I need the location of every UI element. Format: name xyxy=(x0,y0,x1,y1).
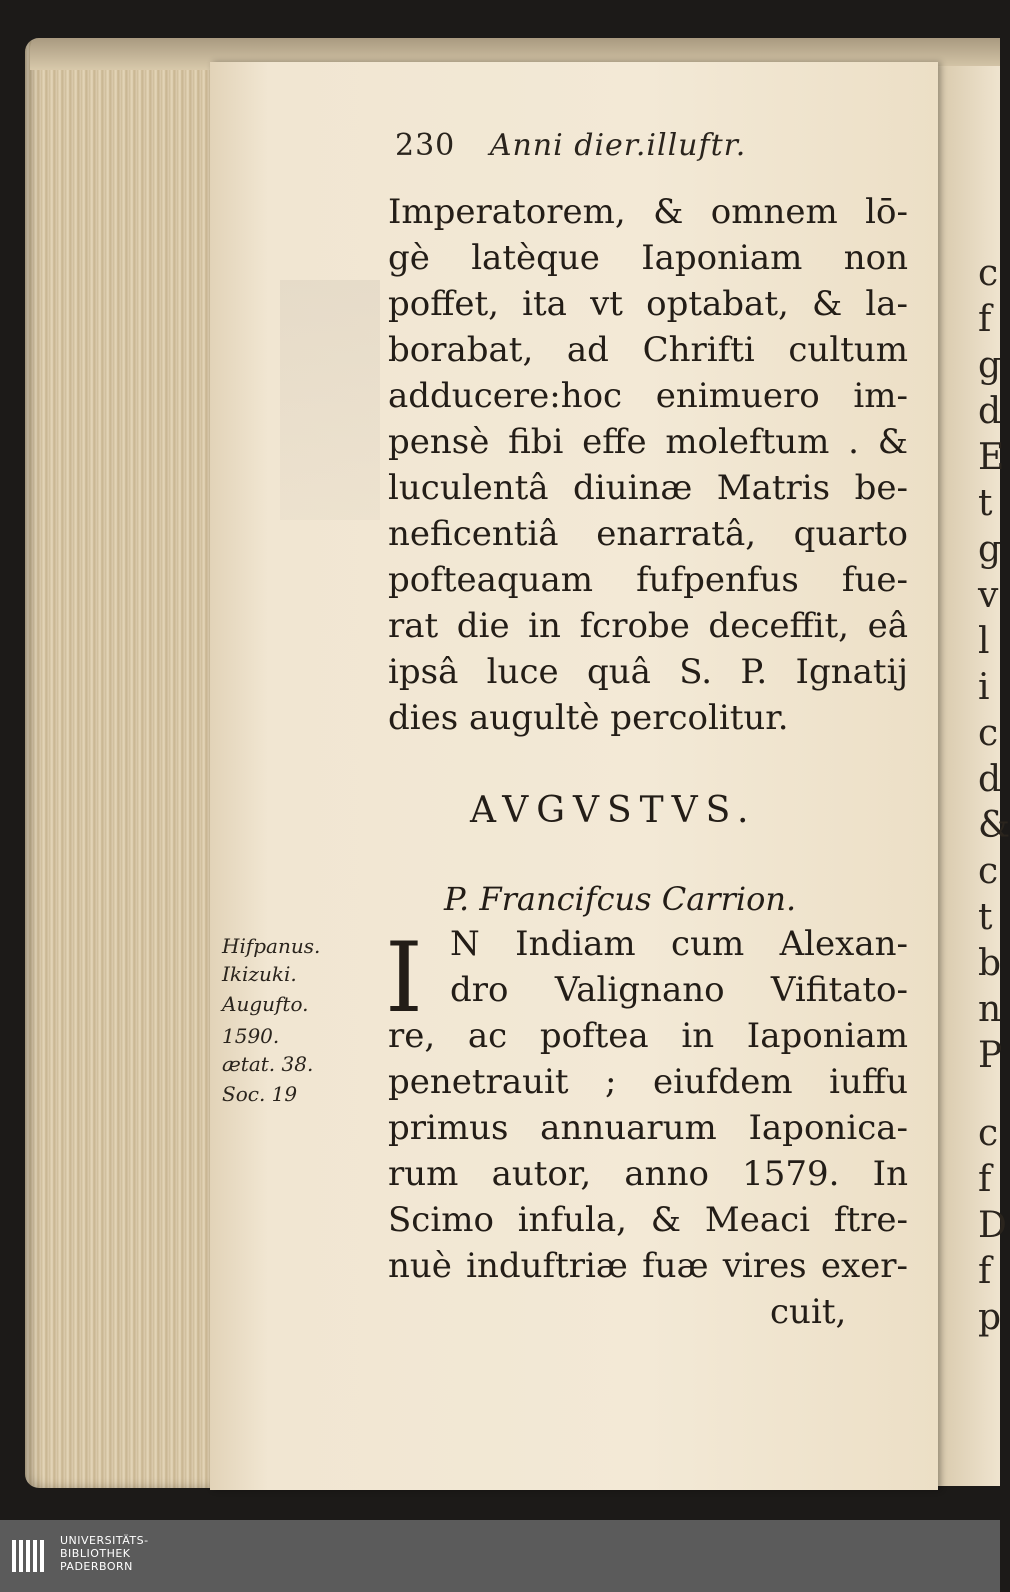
facing-glyph: g xyxy=(978,345,1002,386)
facing-glyph: c xyxy=(978,851,999,892)
text-line: dies augultè percolitur. xyxy=(388,698,789,738)
margin-note: Soc. 19 xyxy=(222,1082,298,1106)
facing-glyph: d xyxy=(978,759,1002,800)
facing-glyph: i xyxy=(978,667,990,708)
facing-glyph: f xyxy=(978,1251,992,1292)
margin-note: Ikizuki. xyxy=(222,962,297,986)
text-line: Imperatorem, & omnem lō- xyxy=(388,192,908,232)
text-line: neficentiâ enarratâ, quarto xyxy=(388,514,908,554)
drop-cap: I xyxy=(385,922,423,1034)
facing-glyph: g xyxy=(978,529,1002,570)
text-line: borabat, ad Chrifti cultum xyxy=(388,330,908,370)
facing-glyph: E xyxy=(978,437,1005,478)
show-through-bleed xyxy=(280,280,380,520)
text-line: luculentâ diuinæ Matris be- xyxy=(388,468,908,508)
text-line: gè latèque Iaponiam non xyxy=(388,238,908,278)
catchword: cuit, xyxy=(770,1292,847,1332)
page-header xyxy=(395,128,746,163)
entry-subtitle: P. Francifcus Carrion. xyxy=(444,880,797,918)
facing-glyph: f xyxy=(978,299,992,340)
paragraph-line: N Indiam cum Alexan- xyxy=(450,924,908,964)
facing-glyph: v xyxy=(978,575,999,616)
facing-glyph: t xyxy=(978,897,993,938)
library-logo-icon xyxy=(10,1536,54,1576)
text-line: poffet, ita vt optabat, & la- xyxy=(388,284,908,324)
facing-glyph: c xyxy=(978,253,999,294)
facing-glyph: p xyxy=(978,1297,1002,1338)
running-title: Anni dier.illuftr. xyxy=(489,128,747,163)
facing-glyph: b xyxy=(978,943,1002,984)
footer-bar xyxy=(0,1520,1000,1592)
text-line: rat die in fcrobe deceffit, eâ xyxy=(388,606,908,646)
facing-glyph: t xyxy=(978,483,993,524)
paragraph-line: nuè induftriæ fuæ vires exer- xyxy=(388,1246,908,1286)
text-line: ipsâ luce quâ S. P. Ignatij xyxy=(388,652,908,692)
margin-note: Augufto. xyxy=(222,992,309,1016)
library-name-line: UNIVERSITÄTS- xyxy=(60,1534,149,1547)
facing-glyph: c xyxy=(978,1113,999,1154)
paragraph-line: dro Valignano Vifitato- xyxy=(450,970,908,1010)
paragraph-line: primus annuarum Iaponica- xyxy=(388,1108,908,1148)
library-name-line: BIBLIOTHEK xyxy=(60,1547,131,1560)
facing-glyph: & xyxy=(978,805,1010,846)
facing-glyph: l xyxy=(978,621,990,662)
margin-note: 1590. xyxy=(222,1024,280,1048)
facing-glyph: f xyxy=(978,1159,992,1200)
library-name xyxy=(60,1534,149,1573)
margin-note: ætat. 38. xyxy=(222,1052,314,1076)
facing-glyph: P xyxy=(978,1035,1003,1076)
text-line: pensè fibi effe moleftum . & xyxy=(388,422,908,462)
book-page-edges xyxy=(25,38,225,1488)
facing-glyph: n xyxy=(978,989,1002,1030)
facing-page-fragment xyxy=(938,66,1010,1486)
facing-glyph: c xyxy=(978,713,999,754)
margin-note: Hifpanus. xyxy=(222,934,321,958)
paragraph-line: re, ac poftea in Iaponiam xyxy=(388,1016,908,1056)
paragraph-line: penetrauit ; eiufdem iuffu xyxy=(388,1062,908,1102)
text-line: adducere:hoc enimuero im- xyxy=(388,376,908,416)
text-line: pofteaquam fufpenfus fue- xyxy=(388,560,908,600)
paragraph-line: Scimo infula, & Meaci ftre- xyxy=(388,1200,908,1240)
paragraph-line: rum autor, anno 1579. In xyxy=(388,1154,908,1194)
library-name-line: PADERBORN xyxy=(60,1560,133,1573)
facing-glyph: d xyxy=(978,391,1002,432)
section-title: AVGVSTVS. xyxy=(470,790,757,831)
facing-glyph: D xyxy=(978,1205,1007,1246)
page-number: 230 xyxy=(395,128,456,163)
